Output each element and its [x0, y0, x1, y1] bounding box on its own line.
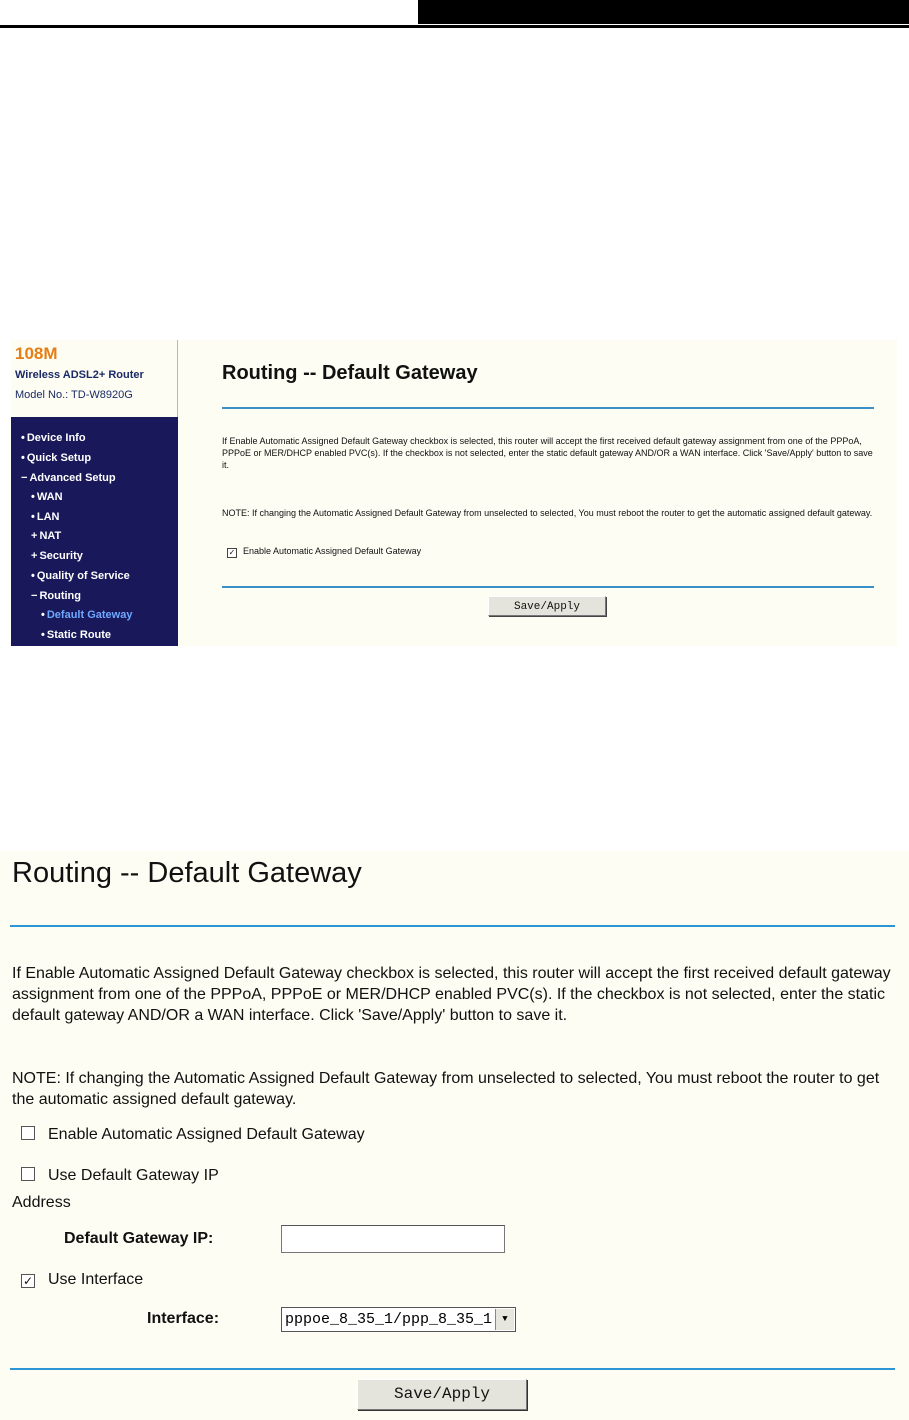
sidebar-item-quality-of-service[interactable]: • Quality of Service — [31, 570, 130, 582]
sidebar-item-wan[interactable]: • WAN — [31, 491, 63, 503]
use-gateway-ip-row — [21, 1167, 219, 1185]
gateway-ip-input[interactable] — [281, 1225, 505, 1253]
note-text: NOTE: If changing the Automatic Assigned Default Gateway from unselected to selected, You must reboot the router to get the automatic assigned default gateway. — [222, 508, 873, 518]
model-number: Model No.: TD-W8920G — [15, 389, 133, 401]
sidebar-item-quick-setup[interactable]: • Quick Setup — [21, 452, 92, 464]
interface-label: Interface: — [147, 1310, 220, 1327]
page-title: Routing -- Default Gateway — [222, 362, 478, 384]
gateway-ip-label: Default Gateway IP: — [64, 1230, 214, 1247]
sidebar-item-advanced-setup[interactable]: − Advanced Setup — [21, 472, 116, 484]
description-text: If Enable Automatic Assigned Default Gateway checkbox is selected, this router will accept the first received default gateway assignment from one of the PPPoA, PPPoE or MER/DHCP enabled PVC(s). If the checkbox is not selected, enter the static default gateway AND/OR a WAN interface. Click 'Save/Apply' button to save it. — [12, 965, 891, 1024]
enable-auto-gateway-checkbox[interactable]: ✓ — [228, 548, 236, 557]
note-text: NOTE: If changing the Automatic Assigned Default Gateway from unselected to selected, You must reboot the router to get the automatic assigned default gateway. — [12, 1070, 880, 1108]
screenshot-default-gateway-overview — [11, 340, 897, 646]
interface-selected-value: pppoe_8_35_1/ppp_8_35_1 — [285, 1311, 493, 1328]
chevron-down-icon[interactable]: ▼ — [495, 1309, 514, 1330]
product-name: Wireless ADSL2+ Router — [15, 369, 144, 381]
sidebar-item-nat[interactable]: + NAT — [31, 530, 62, 542]
enable-auto-gateway-row — [227, 546, 421, 558]
sidebar — [11, 340, 178, 646]
enable-auto-gateway-row — [21, 1126, 365, 1144]
use-interface-row — [21, 1271, 143, 1289]
enable-auto-gateway-label: Enable Automatic Assigned Default Gateway — [48, 1126, 365, 1143]
bottom-divider — [10, 1368, 895, 1370]
screenshot-default-gateway-detail — [0, 851, 909, 1420]
sidebar-item-static-route[interactable]: • Static Route — [41, 629, 112, 641]
header-rule — [0, 25, 909, 28]
bottom-divider — [222, 586, 874, 588]
interface-select[interactable] — [281, 1307, 516, 1332]
use-interface-checkbox[interactable]: ✓ — [22, 1274, 34, 1288]
header-black-bar — [418, 0, 909, 24]
use-interface-label: Use Interface — [48, 1271, 144, 1288]
brand-tag: 108M — [15, 344, 58, 363]
brand-panel — [11, 340, 178, 417]
use-gateway-ip-label: Use Default Gateway IP — [48, 1167, 219, 1184]
enable-auto-gateway-checkbox[interactable] — [21, 1126, 35, 1140]
sidebar-item-device-info[interactable]: • Device Info — [21, 432, 86, 444]
page-title: Routing -- Default Gateway — [12, 857, 362, 889]
enable-auto-gateway-label: Enable Automatic Assigned Default Gateway — [243, 546, 422, 556]
sidebar-item-lan[interactable]: • LAN — [31, 511, 60, 523]
save-apply-button[interactable]: Save/Apply — [488, 596, 606, 616]
save-apply-button[interactable]: Save/Apply — [357, 1379, 527, 1410]
sidebar-nav — [11, 417, 178, 646]
use-gateway-ip-label-cont: Address — [12, 1194, 71, 1211]
sidebar-item-routing[interactable]: − Routing — [31, 590, 81, 602]
sidebar-item-default-gateway[interactable]: • Default Gateway — [41, 609, 133, 621]
title-divider — [10, 925, 895, 927]
title-divider — [222, 407, 874, 409]
description-text: If Enable Automatic Assigned Default Gateway checkbox is selected, this router will accept the first received default gateway assignment from one of the PPPoA, PPPoE or MER/DHCP enabled PVC(s). If the checkbox is not selected, enter the static default gateway AND/OR a WAN interface. Click 'Save/Apply' button to save it. — [222, 436, 873, 470]
use-gateway-ip-checkbox[interactable] — [21, 1167, 35, 1181]
sidebar-item-security[interactable]: + Security — [31, 550, 83, 562]
